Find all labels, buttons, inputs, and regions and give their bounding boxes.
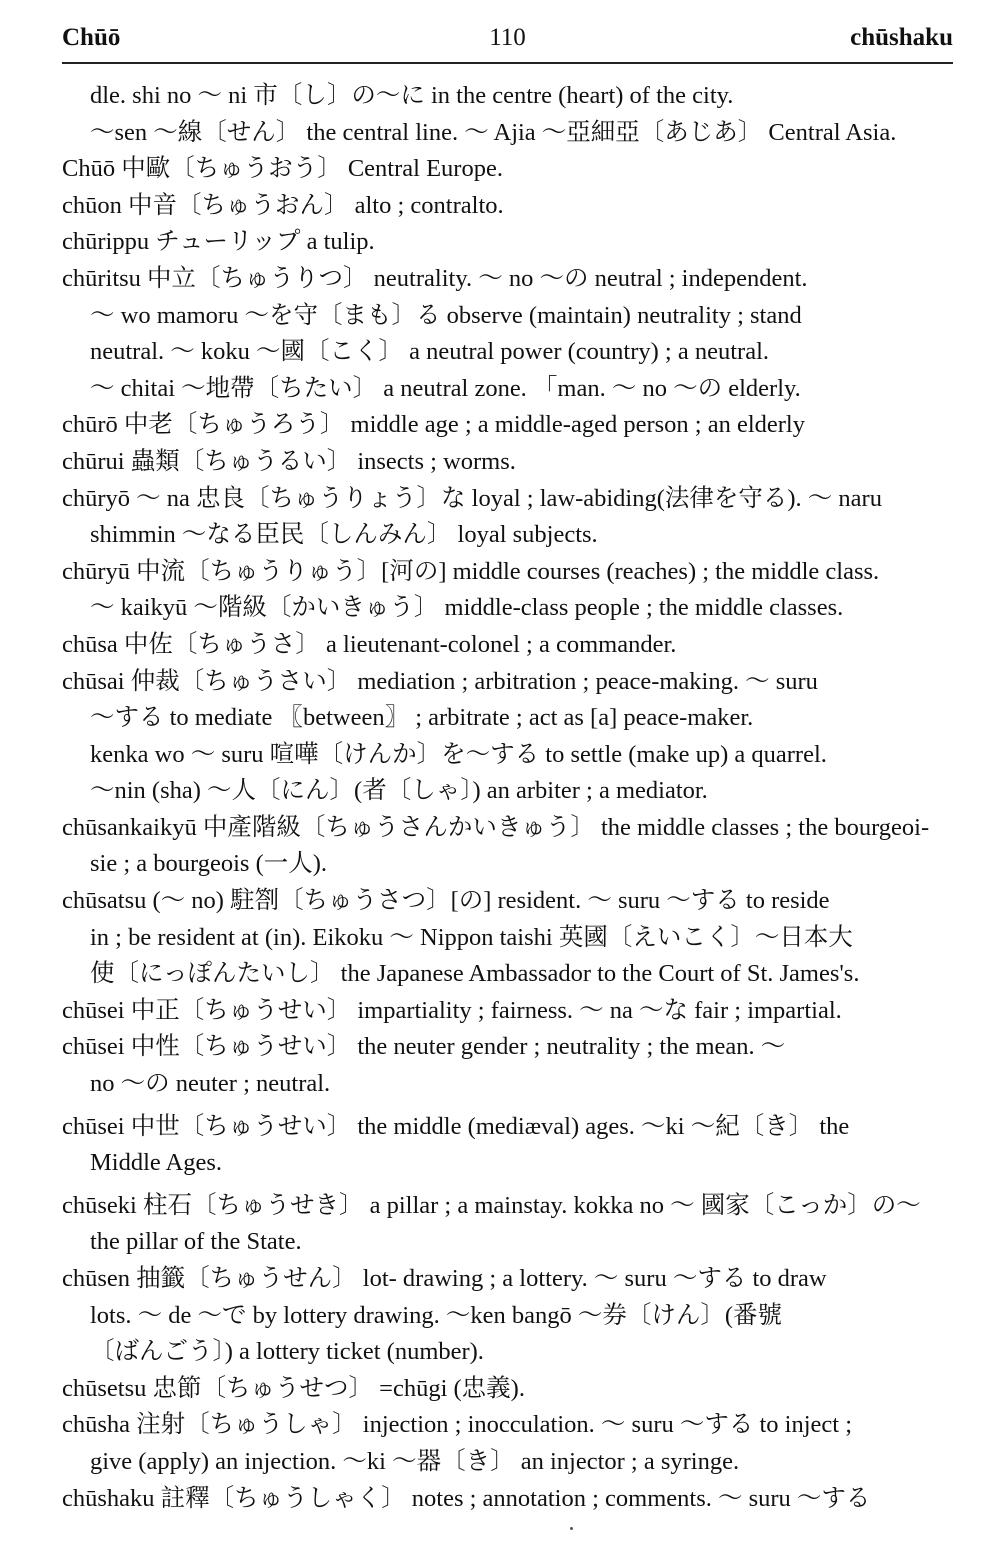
entry-continuation-line: shimmin ～なる臣民〔しんみん〕 loyal subjects. (90, 521, 598, 549)
entry-headword-line: chūon 中音〔ちゅうおん〕 alto ; contralto. (62, 191, 504, 219)
entry-headword-line: chūseki 柱石〔ちゅうせき〕 a pillar ; a mainstay. kokka no ～ 國家〔こっか〕の～ (62, 1191, 921, 1219)
entry-headword-line: chūsai 仲裁〔ちゅうさい〕 mediation ; arbitration ; peace-making. ～ suru (62, 667, 818, 695)
entry-continuation-line: sie ; a bourgeois (一人). (90, 850, 328, 878)
entry-continuation-line: dle. shi no ～ ni 市〔し〕の～に in the centre (heart) of the city. (90, 82, 734, 109)
entry-headword-line: chūsankaikyū 中產階級〔ちゅうさんかいきゅう〕 the middle classes ; the bourgeoi- (62, 813, 930, 841)
entry-headword-line: chūsetsu 忠節〔ちゅうせつ〕 =chūgi (忠義). (62, 1374, 525, 1402)
entry-continuation-line: kenka wo ～ suru 喧嘩〔けんか〕を～する to settle (make up) a quarrel. (90, 740, 827, 768)
running-head-right: chūshaku (850, 24, 953, 51)
entry-headword-line: chūsha 注射〔ちゅうしゃ〕 injection ; inocculation. ～ suru ～する to inject ; (62, 1411, 853, 1439)
entry-continuation-line: ～ chitai ～地帶〔ちたい〕 a neutral zone. 「man. ～ no ～の elderly. (90, 374, 801, 402)
entry-continuation-line: no ～の neuter ; neutral. (90, 1070, 331, 1098)
entry-continuation-line: Middle Ages. (90, 1149, 223, 1177)
entry-headword-line: chūrui 蟲類〔ちゅうるい〕 insects ; worms. (62, 447, 516, 475)
entry-headword-line: chūsei 中世〔ちゅうせい〕 the middle (mediæval) ages. ～ki ～紀〔き〕 the (62, 1112, 850, 1140)
print-speck (570, 1527, 573, 1530)
entry-continuation-line: ～ wo mamoru ～を守〔まも〕る observe (maintain) neutrality ; stand (90, 301, 802, 329)
entry-continuation-line: neutral. ～ koku ～國〔こく〕 a neutral power (country) ; a neutral. (90, 338, 770, 366)
entry-continuation-line: ～sen ～線〔せん〕 the central line. ～ Ajia ～亞細亞〔あじあ〕 Central Asia. (90, 118, 897, 146)
entry-headword-line: chūshaku 註釋〔ちゅうしゃく〕 notes ; annotation ; comments. ～ suru ～する (62, 1484, 871, 1512)
entry-continuation-line: the pillar of the State. (90, 1228, 302, 1256)
page-number: 110 (489, 24, 526, 51)
entry-headword-line: chūrō 中老〔ちゅうろう〕 middle age ; a middle-aged person ; an elderly (62, 411, 805, 439)
entry-continuation-line: in ; be resident at (in). Eikoku ～ Nippon taishi 英國〔えいこく〕～日本大 (90, 923, 853, 951)
dictionary-entries (62, 78, 953, 1517)
entry-continuation-line: lots. ～ de ～で by lottery drawing. ～ken bangō ～券〔けん〕(番號 (90, 1301, 783, 1329)
entry-headword-line: chūryō ～ na 忠良〔ちゅうりょう〕な loyal ; law-abiding(法律を守る). ～ naru (62, 484, 882, 512)
entry-headword-line: chūsatsu (～ no) 駐劄〔ちゅうさつ〕[の] resident. ～ suru ～する to reside (62, 887, 830, 915)
entry-continuation-line: give (apply) an injection. ～ki ～器〔き〕 an injector ; a syringe. (90, 1447, 740, 1475)
entry-headword-line: chūsa 中佐〔ちゅうさ〕 a lieutenant-colonel ; a commander. (62, 630, 677, 658)
entry-headword-line: chūritsu 中立〔ちゅうりつ〕 neutrality. ～ no ～の neutral ; independent. (62, 264, 808, 292)
entry-continuation-line: ～する to mediate 〖between〗 ; arbitrate ; act as [a] peace-maker. (90, 704, 754, 732)
page-header (62, 24, 953, 60)
entry-continuation-line: ～nin (sha) ～人〔にん〕(者〔しゃ〕) an arbiter ; a mediator. (90, 777, 708, 805)
entry-headword-line: chūryū 中流〔ちゅうりゅう〕[河の] middle courses (reaches) ; the middle class. (62, 557, 880, 585)
running-head-left: Chūō (62, 24, 121, 51)
entry-continuation-line: 使〔にっぽんたいし〕 the Japanese Ambassador to the Court of St. James's. (90, 960, 860, 988)
header-rule (62, 62, 953, 64)
entry-headword-line: chūsei 中性〔ちゅうせい〕 the neuter gender ; neutrality ; the mean. ～ (62, 1033, 786, 1061)
entry-headword-line: Chūō 中歐〔ちゅうおう〕 Central Europe. (62, 155, 503, 183)
entry-headword-line: chūrippu チューリップ a tulip. (62, 228, 375, 256)
entry-headword-line: chūsen 抽籤〔ちゅうせん〕 lot- drawing ; a lottery. ～ suru ～する to draw (62, 1265, 827, 1292)
entry-continuation-line: 〔ばんごう〕) a lottery ticket (number). (90, 1338, 484, 1366)
entry-continuation-line: ～ kaikyū ～階級〔かいきゅう〕 middle-class people ; the middle classes. (90, 594, 844, 622)
entry-headword-line: chūsei 中正〔ちゅうせい〕 impartiality ; fairness. ～ na ～な fair ; impartial. (62, 996, 842, 1024)
